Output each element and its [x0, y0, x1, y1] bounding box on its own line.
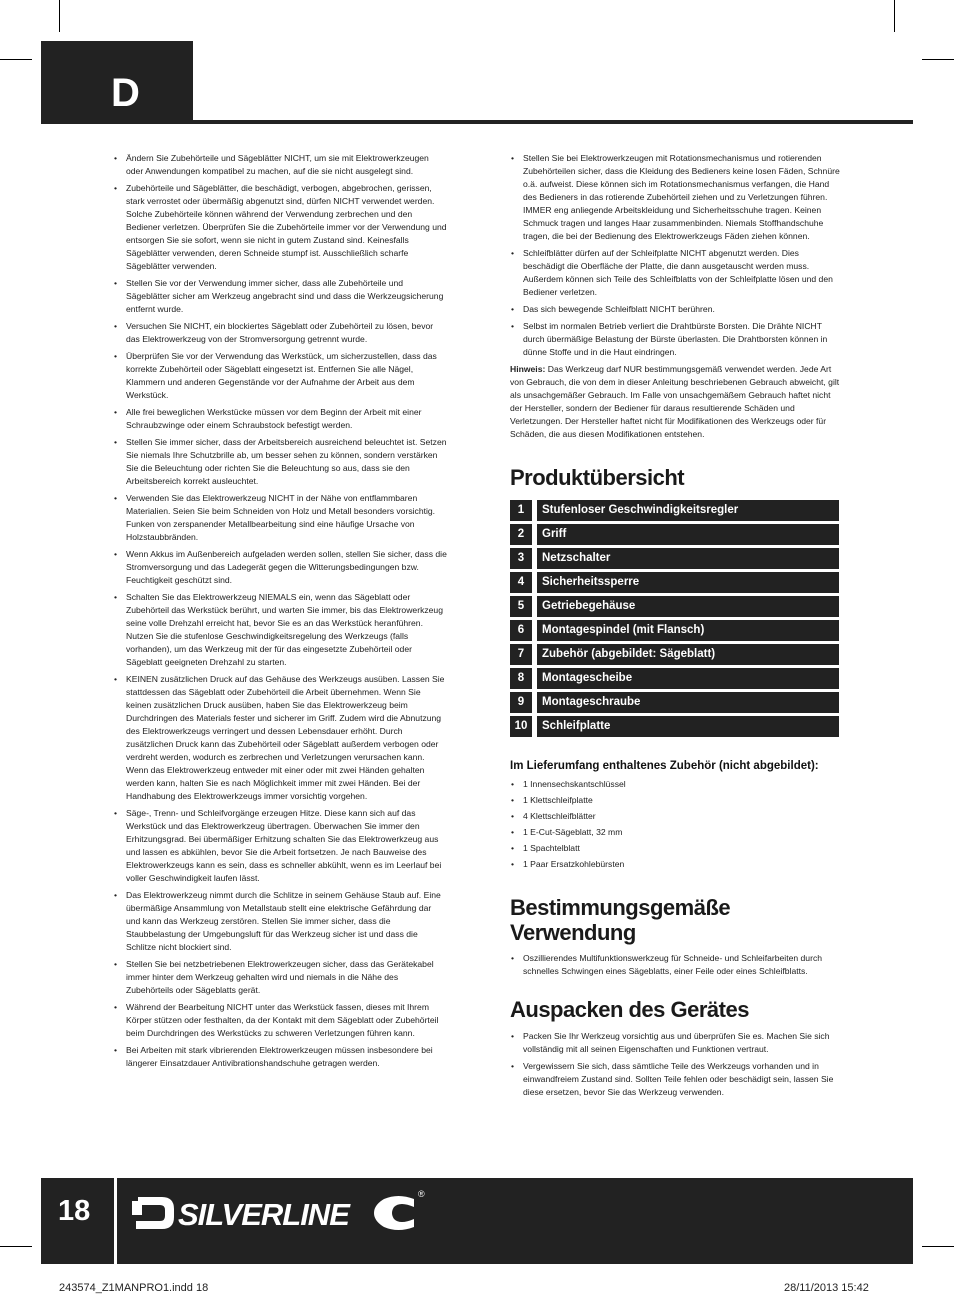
part-number: 10 — [510, 716, 532, 737]
header-rule — [41, 120, 913, 124]
silverline-logo-mark — [132, 1187, 432, 1237]
unpacking-list — [510, 1030, 840, 1099]
part-label: Stufenloser Geschwindigkeitsregler — [537, 500, 839, 521]
safety-bullet: • Überprüfen Sie vor der Verwendung das Werkstück, um sicherzustellen, dass das korrekte Zubehörteil oder Sägeblatt eingesetzt ist. Entfernen Sie alle Nägel, Klammern und anderen Gegenstände vor der Aufnahme der Arbeit aus dem Werkstück. — [113, 350, 447, 402]
parts-table — [510, 497, 839, 740]
part-label: Griff — [537, 524, 839, 545]
accessories-list — [510, 778, 840, 871]
date-slug: 28/11/2013 15:42 — [784, 1282, 869, 1294]
accessories-heading: Im Lieferumfang enthaltenes Zubehör (nicht abgebildet): — [510, 760, 819, 772]
note-paragraph — [510, 363, 840, 441]
part-row — [510, 524, 839, 545]
note-label: Hinweis: — [510, 364, 546, 374]
part-label: Montagespindel (mit Flansch) — [537, 620, 839, 641]
part-row — [510, 620, 839, 641]
crop-mark — [922, 59, 954, 60]
intended-use-heading-line2: Verwendung — [510, 920, 636, 945]
safety-bullet: • Das sich bewegende Schleifblatt NICHT berühren. — [510, 303, 840, 316]
safety-bullet: • Alle frei beweglichen Werkstücke müssen vor dem Beginn der Arbeit mit einer Schraubzwinge oder einem Schraubstock befestigt werden. — [113, 406, 447, 432]
unpacking-item: • Packen Sie Ihr Werkzeug vorsichtig aus und überprüfen Sie es. Machen Sie sich vollständig mit all seinen Eigenschaften und Funktionen vertraut. — [510, 1030, 840, 1056]
intended-use-list — [510, 952, 840, 978]
safety-bullet: • Stellen Sie immer sicher, dass der Arbeitsbereich ausreichend beleuchtet ist. Setzen Sie niemals Ihre Schutzbrille ab, um besser sehen zu können, sondern verstärken Sie die Beleuchtung oder richten Sie die Beleuchtung so aus, dass sie den Arbeitsbereich korrekt ausleuchtet. — [113, 436, 447, 488]
part-label: Sicherheitssperre — [537, 572, 839, 593]
part-row — [510, 596, 839, 617]
crop-mark — [0, 1246, 32, 1247]
accessory-item: • 1 Innensechskantschlüssel — [510, 778, 840, 791]
crop-mark — [894, 0, 895, 32]
accessory-item: • 4 Klettschleifblätter — [510, 810, 840, 823]
crop-mark — [0, 59, 32, 60]
intended-use-heading-line1: Bestimmungsgemäße — [510, 895, 731, 920]
safety-bullet: • Säge-, Trenn- und Schleifvorgänge erzeugen Hitze. Diese kann sich auf das Werkstück und das Elektrowerkzeug übertragen. Überwachen Sie immer den Erhitzungsgrad. Bei übermäßiger Erhitzung schalten Sie das Elektrowerkzeug aus und lassen es abkühlen, bevor Sie die Arbeit fortsetzen. Je nach Bauweise des Elektrowerkzeugs kann es sein, dass es schneller abkühlt, wenn es im Leerlauf bei voller Geschwindigkeit laufen lässt. — [113, 807, 447, 885]
safety-bullet: • Stellen Sie bei netzbetriebenen Elektrowerkzeugen sicher, dass das Gerätekabel immer hinter dem Werkzeug gehalten wird und niemals in die Nähe des Zubehörteils oder Sägeblatts gerät. — [113, 958, 447, 997]
part-number: 1 — [510, 500, 532, 521]
language-tab: D — [41, 41, 193, 122]
safety-bullet: • Zubehörteile und Sägeblätter, die beschädigt, verbogen, abgebrochen, gerissen, stark verrostet oder übermäßig abgenutzt sind, dürfen NICHT verwendet werden. Solche Zubehörteile können während der Verwendung zerbrechen und den Bediener verletzen. Überprüfen Sie die Zubehörteile immer vor der Verwendung und entsorgen Sie sie sofort, wenn sie nicht in gutem Zustand sind. Keinesfalls Sägeblätter verwenden, deren Schneide stumpf ist. Ausschließlich scharfe Sägeblätter verwenden. — [113, 182, 447, 273]
silverline-logo — [132, 1187, 432, 1242]
part-label: Montageschraube — [537, 692, 839, 713]
safety-bullet-list — [113, 152, 447, 1070]
note-text: Das Werkzeug darf NUR bestimmungsgemäß verwendet werden. Jede Art von Gebrauch, die von dem in dieser Anleitung beschriebenen Gebrauch abweicht, gilt als unsachgemäßer Gebrauch. Im Falle von unsachgemäßem Gebrauch haftet nicht der Hersteller, sondern der Bediener für daraus resultierende Schäden und Verletzungen. Der Hersteller haftet nicht für Modifikationen des Werkzeugs oder für Schäden, die aus diesen Modifikationen entstehen. — [510, 364, 840, 439]
safety-bullet: • Das Elektrowerkzeug nimmt durch die Schlitze in seinem Gehäuse Staub auf. Eine übermäßige Ansammlung von Metallstaub stellt eine elektrische Gefährdung dar und kann das Werkzeug zerstören. Stellen Sie immer sicher, dass die Staubbelastung der Umgebungsluft für das Werkzeug sicher ist und dass die Schlitze nicht blockiert sind. — [113, 889, 447, 954]
safety-bullet: • Schleifblätter dürfen auf der Schleifplatte NICHT abgenutzt werden. Dies beschädigt die Oberfläche der Platte, die dann ausgetauscht werden muss. Außerdem können sich Teile des Schleifblatts von der Schleifplatte lösen und den Bediener verletzen. — [510, 247, 840, 299]
part-row — [510, 500, 839, 521]
part-label: Netzschalter — [537, 548, 839, 569]
part-number: 6 — [510, 620, 532, 641]
part-row — [510, 692, 839, 713]
left-column — [113, 152, 447, 1074]
part-number: 2 — [510, 524, 532, 545]
part-number: 5 — [510, 596, 532, 617]
part-label: Zubehör (abgebildet: Sägeblatt) — [537, 644, 839, 665]
safety-bullet: • KEINEN zusätzlichen Druck auf das Gehäuse des Werkzeugs ausüben. Lassen Sie stattdessen das Sägeblatt oder Zubehörteil die Arbeit übernehmen. Wenn Sie keinen zusätzlichen Druck ausüben, haben Sie das Elektrowerkzeug beim Durchdringen des Materials fester und sicherer im Griff. Zudem wird die Abnutzung des Elektrowerkzeugs verringert und dessen Lebensdauer erhöht. Durch zusätzlichen Druck kann das Zubehörteil oder Sägeblatt außerdem verbogen oder verdreht werden, wodurch es zerbrechen und Verletzungen verursachen kann. Wenn das Elektrowerkzeug entweder mit einer oder mit zwei Händen gehalten werden kann, halten Sie es nach Möglichkeit immer mit zwei Händen. Bei der Handhabung des Elektrowerkzeugs immer vorsichtig vorgehen. — [113, 673, 447, 803]
safety-bullet: • Stellen Sie vor der Verwendung immer sicher, dass alle Zubehörteile und Sägeblätter sicher am Werkzeug angebracht sind und dass die Werkzeugsicherung entfernt wurde. — [113, 277, 447, 316]
part-number: 8 — [510, 668, 532, 689]
accessory-item: • 1 Klettschleifplatte — [510, 794, 840, 807]
part-number: 7 — [510, 644, 532, 665]
safety-bullet: • Verwenden Sie das Elektrowerkzeug NICHT in der Nähe von entflammbaren Materialien. Seien Sie beim Schneiden von Holz und Metall besonders vorsichtig. Funken von zerspanender Metallbearbeitung sind eine häufige Ursache von Holzstaubbränden. — [113, 492, 447, 544]
unpacking-heading: Auspacken des Gerätes — [510, 997, 749, 1022]
intended-use-heading — [510, 895, 840, 945]
file-slug: 243574_Z1MANPRO1.indd 18 — [59, 1282, 209, 1294]
right-column — [510, 152, 840, 1103]
part-number: 9 — [510, 692, 532, 713]
product-overview-heading: Produktübersicht — [510, 465, 685, 490]
part-number: 3 — [510, 548, 532, 569]
page-number: 18 — [58, 1195, 91, 1227]
footer-separator — [114, 1178, 117, 1264]
crop-mark — [922, 1246, 954, 1247]
intended-use-item: • Oszillierendes Multifunktionswerkzeug für Schneide- und Schleifarbeiten durch schnelles Schwingen eines Sägeblatts, einer Feile oder eines Schleifblatts. — [510, 952, 840, 978]
part-row — [510, 644, 839, 665]
safety-bullet: • Ändern Sie Zubehörteile und Sägeblätter NICHT, um sie mit Elektrowerkzeugen oder Anwendungen kompatibel zu machen, auf die sie nicht ausgelegt sind. — [113, 152, 447, 178]
part-row — [510, 572, 839, 593]
accessory-item: • 1 Paar Ersatzkohlebürsten — [510, 858, 840, 871]
part-row — [510, 716, 839, 737]
brand-wordmark: SILVERLINE — [178, 1197, 349, 1232]
safety-bullet: • Selbst im normalen Betrieb verliert die Drahtbürste Borsten. Die Drähte NICHT durch übermäßige Belastung der Bürste überlasten. Die Drahtborsten können in dünne Stoffe und in die Haut eindringen. — [510, 320, 840, 359]
safety-bullet: • Stellen Sie bei Elektrowerkzeugen mit Rotationsmechanismus und rotierenden Zubehörteilen sicher, dass die Kleidung des Bedieners keine losen Fäden, Schnüre o.ä. aufweist. Diese können sich im Rotationsmechanismus verfangen, die Hand des Bedieners in das rotierende Zubehörteil ziehen und zu Verletzungen führen. IMMER eng anliegende Arbeitskleidung und Sicherheitsschuhe tragen. Keinen Schmuck tragen und langes Haar zusammenbinden. Niemals Stoffhandschuhe tragen, die bei der Bedienung des Elektrowerkzeugs Fäden ziehen können. — [510, 152, 840, 243]
safety-bullet-list-continued — [510, 152, 840, 359]
part-label: Getriebegehäuse — [537, 596, 839, 617]
unpacking-item: • Vergewissern Sie sich, dass sämtliche Teile des Werkzeugs vorhanden und in einwandfreiem Zustand sind. Sollten Teile fehlen oder beschädigt sein, lassen Sie diese ersetzen, bevor Sie das Werkzeug verwenden. — [510, 1060, 840, 1099]
safety-bullet: • Bei Arbeiten mit stark vibrierenden Elektrowerkzeugen müssen insbesondere bei längerer Einsatzdauer Antivibrationshandschuhe getragen werden. — [113, 1044, 447, 1070]
part-label: Schleifplatte — [537, 716, 839, 737]
part-label: Montagescheibe — [537, 668, 839, 689]
safety-bullet: • Versuchen Sie NICHT, ein blockiertes Sägeblatt oder Zubehörteil zu lösen, bevor das Elektrowerkzeug von der Stromversorgung getrennt wurde. — [113, 320, 447, 346]
crop-mark — [59, 0, 60, 32]
accessory-item: • 1 E-Cut-Sägeblatt, 32 mm — [510, 826, 840, 839]
safety-bullet: • Während der Bearbeitung NICHT unter das Werkstück fassen, dieses mit Ihrem Körper stützen oder festhalten, da der Kontakt mit dem Sägeblatt oder Zubehörteil beim Durchdringen des Werkstücks zu schweren Verletzungen führen kann. — [113, 1001, 447, 1040]
part-number: 4 — [510, 572, 532, 593]
accessory-item: • 1 Spachtelblatt — [510, 842, 840, 855]
registered-mark: ® — [418, 1189, 425, 1199]
part-row — [510, 668, 839, 689]
safety-bullet: • Schalten Sie das Elektrowerkzeug NIEMALS ein, wenn das Sägeblatt oder Zubehörteil das Werkstück berührt, und warten Sie immer, bis das Elektrowerkzeug seine volle Drehzahl erreicht hat, bevor Sie es an das Werkstück heranführen. Nutzen Sie die stufenlose Geschwindigkeitsregelung des Werkzeugs (falls vorhanden), um das Werkzeug mit der für das eingesetzte Zubehörteil oder Sägeblatt geeigneten Drehzahl zu starten. — [113, 591, 447, 669]
part-row — [510, 548, 839, 569]
safety-bullet: • Wenn Akkus im Außenbereich aufgeladen werden sollen, stellen Sie sicher, dass die Stromversorgung und das Ladegerät gegen die Witterungsbedingungen bzw. Feuchtigkeit geschützt sind. — [113, 548, 447, 587]
